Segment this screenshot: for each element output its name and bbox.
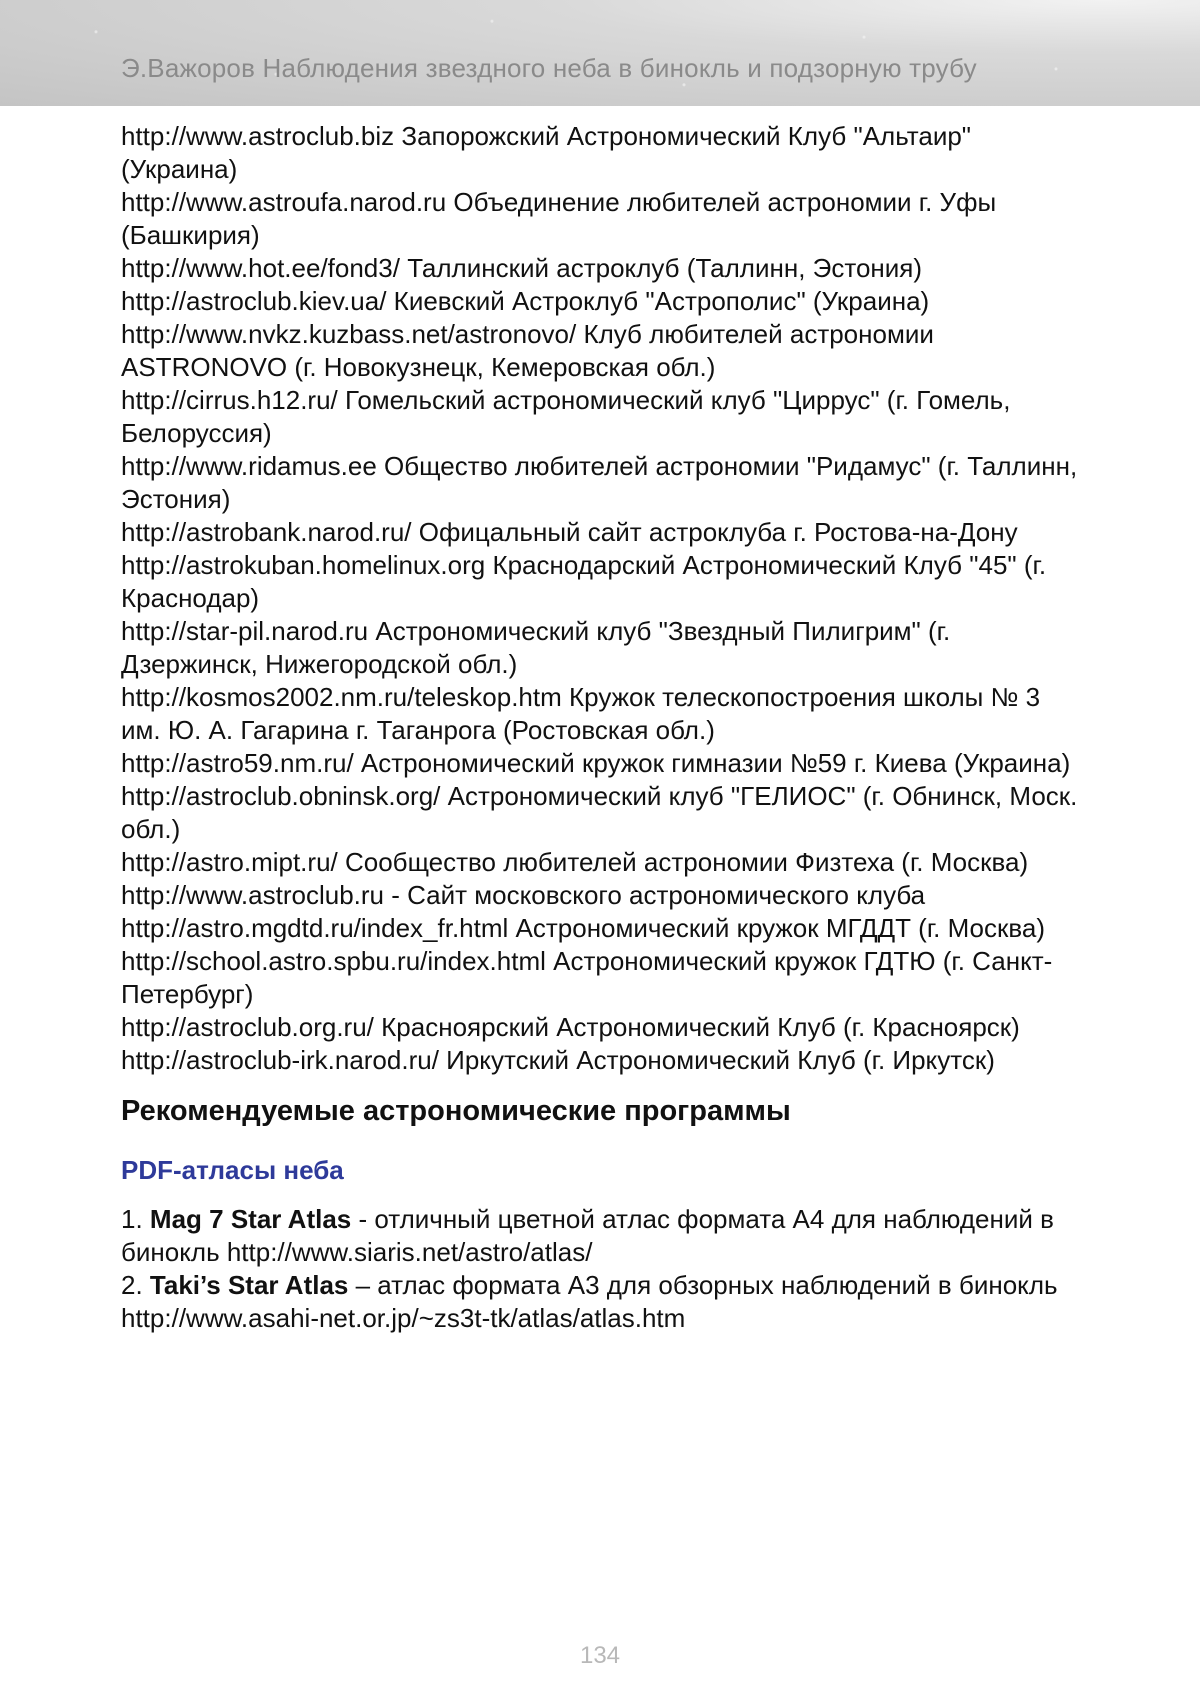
club-url[interactable]: http://www.ridamus.ee [121,451,377,481]
list-item [121,549,1081,615]
list-item [121,120,1081,186]
list-item [121,846,1081,879]
club-description: Кружок телескопостроения школы № 3 им. Ю. А. Гагарина г. Таганрога (Ростовская обл.) [121,682,1041,745]
club-url[interactable]: http://astrokuban.homelinux.org [121,550,486,580]
club-url[interactable]: http://astroclub.obninsk.org/ [121,781,441,811]
list-item [121,1203,1081,1269]
club-url[interactable]: http://kosmos2002.nm.ru/teleskop.htm [121,682,562,712]
club-url[interactable]: http://www.astroufa.narod.ru [121,187,447,217]
club-url[interactable]: http://cirrus.h12.ru/ [121,385,338,415]
club-url[interactable]: http://astrobank.narod.ru/ [121,517,412,547]
item-number: 2. [121,1270,143,1300]
atlas-description: – атлас формата А3 для обзорных наблюдений в бинокль [348,1270,1058,1300]
atlas-name: Taki’s Star Atlas [149,1270,349,1300]
club-description: Гомельский астрономический клуб "Циррус" (г. Гомель, Белоруссия) [121,385,1011,448]
atlas-description: - отличный цветной атлас формата А4 для наблюдений в бинокль [121,1204,1054,1267]
atlas-url[interactable]: http://www.siaris.net/astro/atlas/ [226,1237,593,1267]
list-item [121,681,1081,747]
atlas-list [121,1203,1081,1335]
club-url[interactable]: http://www.astroclub.ru [121,880,384,910]
list-item [121,747,1081,780]
list-item [121,516,1081,549]
club-link-list [121,120,1081,1077]
subsection-heading: PDF-атласы неба [121,1155,344,1185]
list-item [121,780,1081,846]
page-number: 134 [579,1642,621,1669]
club-url[interactable]: http://astroclub.org.ru/ [121,1012,374,1042]
page-content [121,120,1081,1335]
club-description: Астрономический кружок гимназии №59 г. Киева (Украина) [360,748,1071,778]
club-description: Клуб любителей астрономии ASTRONOVO (г. Новокузнецк, Кемеровская обл.) [121,319,934,382]
list-item [121,450,1081,516]
list-item [121,1044,1081,1077]
page-header [0,0,1200,106]
atlas-name: Mag 7 Star Atlas [149,1204,352,1234]
list-item [121,186,1081,252]
club-url[interactable]: http://school.astro.spbu.ru/index.html [121,946,546,976]
club-description: Объединение любителей астрономии г. Уфы (Башкирия) [121,187,997,250]
list-item [121,945,1081,1011]
club-description: Офицальный сайт астроклуба г. Ростова-на-Дону [418,517,1018,547]
list-item [121,879,1081,912]
club-url[interactable]: http://astro.mgdtd.ru/index_fr.html [121,913,509,943]
club-description: Иркутский Астрономический Клуб (г. Иркутск) [446,1045,995,1075]
club-description: Краснодарский Астрономический Клуб "45" (г. Краснодар) [121,550,1047,613]
club-description: Астрономический кружок ГДТЮ (г. Санкт-Петербург) [121,946,1053,1009]
club-description: Сообщество любителей астрономии Физтеха (г. Москва) [344,847,1029,877]
club-description: Астрономический клуб "Звездный Пилигрим" (г. Дзержинск, Нижегородской обл.) [121,616,951,679]
club-url[interactable]: http://www.nvkz.kuzbass.net/astronovo/ [121,319,577,349]
list-item [121,252,1081,285]
list-item [121,1269,1081,1335]
atlas-url[interactable]: http://www.asahi-net.or.jp/~zs3t-tk/atlas/atlas.htm [121,1303,686,1333]
club-description: Общество любителей астрономии "Ридамус" (г. Таллинн, Эстония) [121,451,1078,514]
club-description: Астрономический кружок МГДДТ (г. Москва) [515,913,1046,943]
club-description: Запорожский Астрономический Клуб "Альтаир" (Украина) [121,121,972,184]
list-item [121,318,1081,384]
list-item [121,384,1081,450]
club-url[interactable]: http://astro.mipt.ru/ [121,847,338,877]
club-description: Киевский Астроклуб "Астрополис" (Украина) [393,286,930,316]
club-url[interactable]: http://astro59.nm.ru/ [121,748,354,778]
club-description: Астрономический клуб "ГЕЛИОС" (г. Обнинск, Моск. обл.) [121,781,1078,844]
header-title: Э.Важоров Наблюдения звездного неба в бинокль и подзорную трубу [121,53,977,83]
club-description: Красноярский Астрономический Клуб (г. Красноярск) [381,1012,1020,1042]
list-item [121,912,1081,945]
list-item [121,1011,1081,1044]
list-item [121,285,1081,318]
item-number: 1. [121,1204,143,1234]
section-heading: Рекомендуемые астрономические программы [121,1095,791,1127]
club-url[interactable]: http://www.astroclub.biz [121,121,395,151]
club-url[interactable]: http://www.hot.ee/fond3/ [121,253,400,283]
club-description: Таллинский астроклуб (Таллинн, Эстония) [407,253,923,283]
club-url[interactable]: http://star-pil.narod.ru [121,616,369,646]
club-url[interactable]: http://astroclub.kiev.ua/ [121,286,387,316]
list-item [121,615,1081,681]
club-description: - Сайт московского астрономического клуба [391,880,926,910]
club-url[interactable]: http://astroclub-irk.narod.ru/ [121,1045,439,1075]
